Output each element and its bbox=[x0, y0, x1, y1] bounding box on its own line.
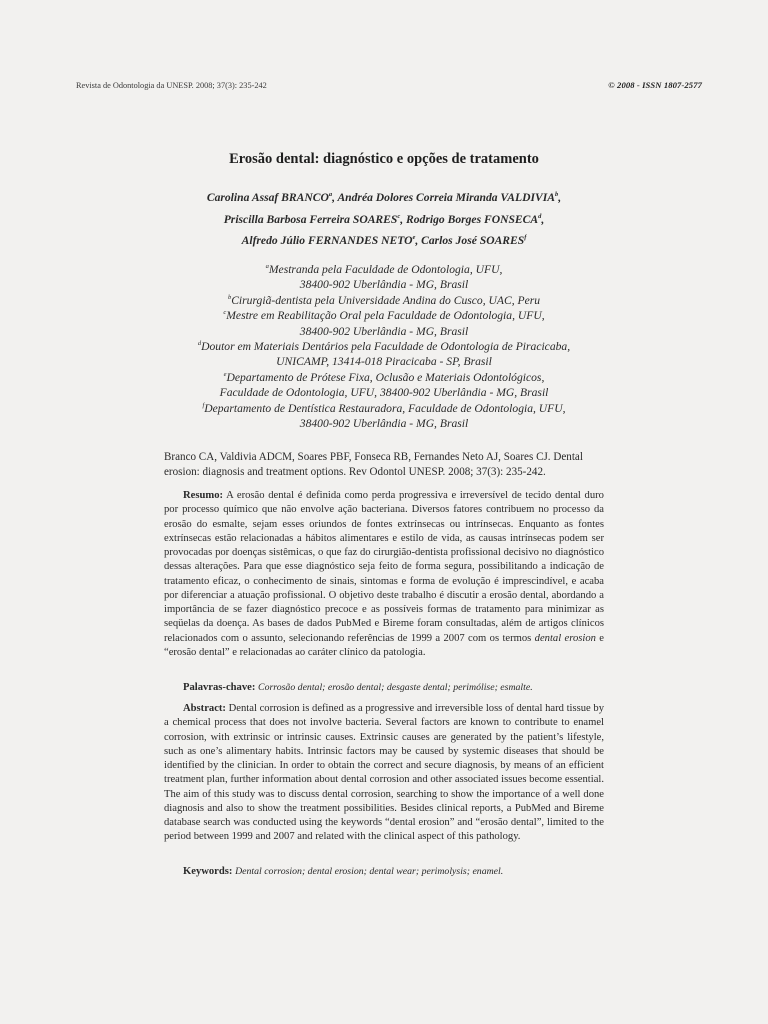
affiliation-sup: b bbox=[227, 293, 232, 301]
palavras-chave-line bbox=[183, 682, 533, 693]
affiliation-line bbox=[0, 416, 768, 431]
affiliation-line bbox=[0, 370, 768, 385]
affiliation-text: Cirurgiã-dentista pela Universidade Andina do Cusco, UAC, Peru bbox=[231, 293, 541, 307]
author-name: Carlos José SOARES bbox=[421, 234, 525, 247]
affiliation-text: Departamento de Prótese Fixa, Oclusão e Materiais Odontológicos, bbox=[226, 370, 545, 384]
author-sup: e bbox=[412, 234, 416, 241]
palavras-chave-label: Palavras-chave: bbox=[183, 682, 256, 693]
affiliation-text: Doutor em Materiais Dentários pela Faculdade de Odontologia de Piracicaba, bbox=[201, 340, 571, 354]
author-line: Carolina Assaf BRANCO$^a$, Andréa Dolores Correia Miranda VALDIVIA$^b$, bbox=[206, 191, 562, 204]
affiliation-line bbox=[0, 401, 768, 416]
author-sup: d bbox=[538, 212, 542, 220]
issn-label: © 2008 - ISSN 1807-2577 bbox=[608, 80, 702, 90]
article-citation: Branco CA, Valdivia ADCM, Soares PBF, Fonseca RB, Fernandes Neto AJ, Soares CJ. Dental erosion: diagnosis and treatment options. Rev Odontol UNESP. 2008; 37(3): 235-242. bbox=[164, 451, 583, 479]
affiliation-text: Mestranda pela Faculdade de Odontologia, UFU, bbox=[268, 263, 503, 276]
resumo-text-end: e “erosão dental” e relacionadas ao caráter clínico da patologia. bbox=[164, 632, 604, 658]
author-list bbox=[0, 187, 768, 252]
affiliation-line bbox=[0, 339, 768, 354]
author-name: Andréa Dolores Correia Miranda VALDIVIA bbox=[337, 191, 555, 204]
author-name: Priscilla Barbosa Ferreira SOARES bbox=[223, 212, 398, 226]
author-name: Carolina Assaf BRANCO bbox=[206, 191, 329, 204]
affiliation-sup: c bbox=[223, 309, 227, 317]
affiliation-sup: a bbox=[265, 263, 269, 270]
affiliation-text: UNICAMP, 13414-018 Piracicaba - SP, Brasil bbox=[276, 355, 492, 369]
affiliation-sup: e bbox=[223, 370, 227, 378]
abstract-section bbox=[164, 702, 604, 845]
resumo-term: dental erosion bbox=[534, 632, 596, 644]
affiliation-sup: d bbox=[197, 340, 202, 348]
palavras-chave-list: Corrosão dental; erosão dental; desgaste dental; perimólise; esmalte. bbox=[258, 682, 533, 693]
running-header bbox=[76, 81, 702, 95]
affiliation-text: Faculdade de Odontologia, UFU, 38400-902 Uberlândia - MG, Brasil bbox=[219, 386, 549, 400]
affiliation-line bbox=[0, 293, 768, 308]
affiliation-text: 38400-902 Uberlândia - MG, Brasil bbox=[299, 324, 469, 338]
affiliation-text: Mestre em Reabilitação Oral pela Faculdade de Odontologia, UFU, bbox=[226, 309, 545, 323]
resumo-section bbox=[164, 489, 604, 660]
abstract-paragraph bbox=[164, 702, 604, 845]
author-line: Priscilla Barbosa Ferreira SOARES$^c$, Rodrigo Borges FONSECA$^d$, bbox=[223, 212, 545, 226]
author-sup: f bbox=[524, 234, 527, 241]
affiliation-line bbox=[0, 324, 768, 339]
resumo-paragraph bbox=[164, 489, 604, 660]
author-line: Alfredo Júlio FERNANDES NETO$^e$, Carlos José SOARES$^f$ bbox=[241, 234, 527, 247]
author-sup: a bbox=[328, 191, 333, 198]
keywords-list: Dental corrosion; dental erosion; dental wear; perimolysis; enamel. bbox=[235, 866, 504, 877]
article-title: Erosão dental: diagnóstico e opções de tratamento bbox=[229, 151, 539, 167]
abstract-text: Dental corrosion is defined as a progressive and irreversible loss of dental hard tissue by a chemical process that does not involve bacteria. Several factors are known to contribute to enamel corrosion, with extrinsic or intrinsic causes. Extrinsic causes are generated by the patient’s lifestyle, such as one’s alimentary habits. Intrinsic factors may be caused by systemic diseases that should be identified by the clinician. In order to obtain the correct and secure diagnosis, by means of an efficient treatment plan, further information about dental corrosion and other associated issues become essential. The aim of this study was to discuss dental corrosion, searching to show the importance of a well done diagnosis and also to show the treatment possibilities. Besides clinical reports, a PubMed and Bireme database search was conducted using the keywords “dental erosion” and “erosão dental”, limited to the period between 1999 and 2007 and related with the clinical aspect of this pathology. bbox=[164, 703, 605, 843]
affiliation-line bbox=[0, 354, 768, 369]
journal-citation: Revista de Odontologia da UNESP. 2008; 37(3): 235-242 bbox=[76, 81, 267, 90]
affiliation-line bbox=[0, 308, 768, 323]
affiliation-text: 38400-902 Uberlândia - MG, Brasil bbox=[299, 278, 469, 292]
abstract-label: Abstract: bbox=[183, 703, 226, 714]
resumo-label: Resumo: bbox=[183, 490, 224, 501]
keywords-label: Keywords: bbox=[183, 866, 233, 877]
keywords-line bbox=[183, 866, 503, 877]
author-sup: c bbox=[397, 212, 401, 220]
resumo-text: A erosão dental é definida como perda progressiva e irreversível de tecido dental duro por processo químico que não envolve ação bacteriana. Diversos fatores contribuem no processo da erosão do esmalte, sejam esses oriundos de fontes extrínsecas ou intrínsecas. Enquanto as fontes extrínsecas estão relacionadas a hábitos alimentares e estilo de vida, as causas intrínsecas podem ser provocadas por doenças sistêmicas, o que faz do cirurgião-dentista profissional decisivo no diagnóstico dessas alterações. Para que esse diagnóstico seja feito de forma segura, possibilitando a indicação de tratamento eficaz, o conhecimento de sinais, sintomas e forma de evolução é imprescindível, e acaba por diferenciar a atuação profissional. O objetivo deste trabalho é discutir a erosão dental, abordando a importância de se fazer diagnóstico precoce e as possíveis formas de tratamento para minimizar as seqüelas da doença. As bases de dados PubMed e Bireme foram consultadas, além de artigos clínicos relacionados com o assunto, selecionando referências de 1999 a 2007 com os termos bbox=[164, 490, 604, 644]
author-name: Rodrigo Borges FONSECA bbox=[406, 212, 539, 226]
affiliation-list bbox=[0, 262, 768, 431]
affiliation-text: Departamento de Dentística Restauradora, Faculdade de Odontologia, UFU, bbox=[204, 401, 566, 415]
affiliation-line bbox=[0, 277, 768, 292]
author-name: Alfredo Júlio FERNANDES NETO bbox=[241, 234, 413, 247]
affiliation-line bbox=[0, 385, 768, 400]
affiliation-text: 38400-902 Uberlândia - MG, Brasil bbox=[299, 417, 469, 431]
affiliation-line bbox=[0, 262, 768, 277]
author-sup: b bbox=[554, 191, 559, 198]
affiliation-sup: f bbox=[202, 401, 205, 409]
